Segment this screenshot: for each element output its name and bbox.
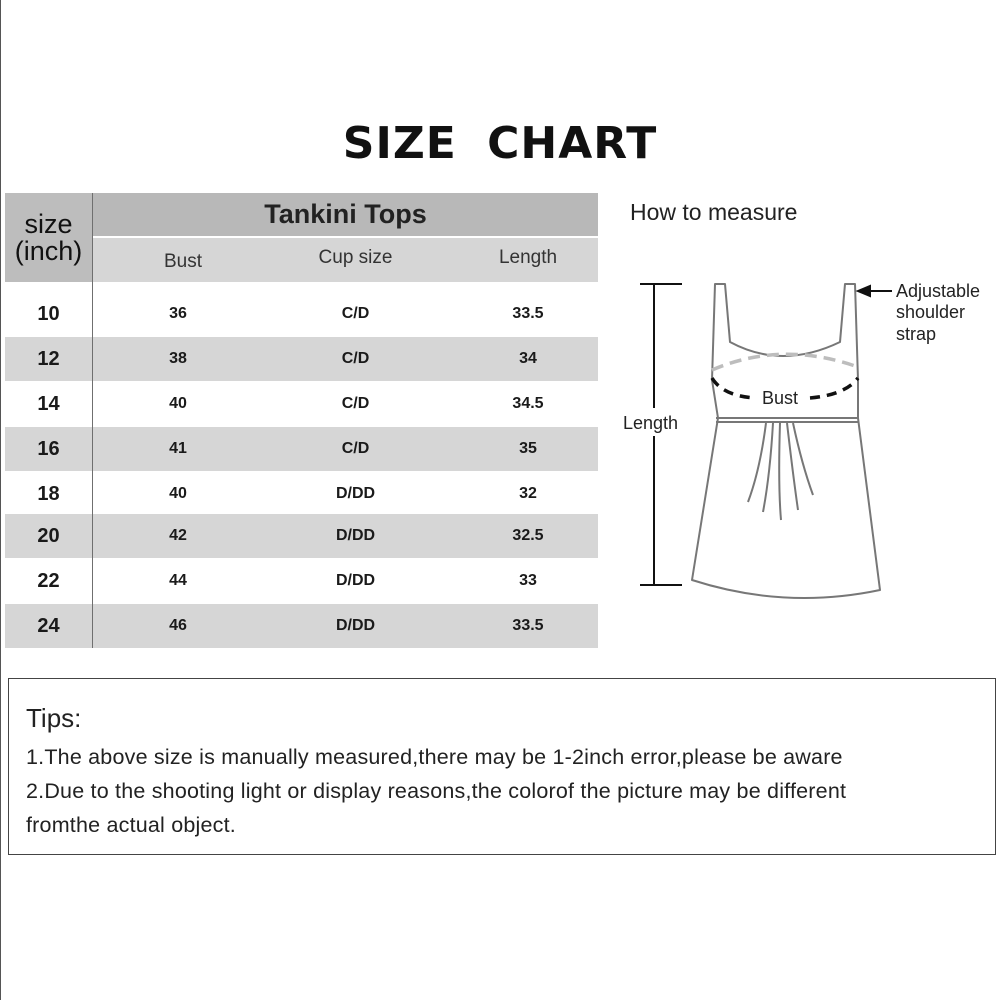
cup-cell: C/D [341,350,370,367]
length-cell: 34.5 [512,395,544,412]
cup-cell: D/DD [335,527,376,544]
column-header-cup-size: Cup size [318,247,393,268]
page-title: SIZE CHART [342,118,658,169]
strap-arrow-icon [858,286,892,296]
size-header-line2: (inch) [14,235,83,266]
bust-cell: 41 [169,440,187,457]
bust-cell: 36 [169,305,187,322]
table-row [5,292,598,336]
length-cell: 35 [519,440,537,457]
bust-cell: 46 [169,617,187,634]
size-cell: 12 [37,347,60,370]
tips-box [8,678,996,855]
tip-line-1: 1.The above size is manually measured,there may be 1-2inch error,please be aware [26,745,843,769]
bust-front-line [712,378,755,398]
bust-cell: 40 [169,485,187,502]
measure-title: How to measure [630,199,798,225]
size-header [5,193,92,282]
table-row [5,472,598,516]
tip-line-3: fromthe actual object. [26,813,236,837]
size-cell: 10 [37,302,60,325]
size-cell: 16 [37,437,60,460]
bust-cell: 42 [169,527,187,544]
bust-cell: 44 [169,572,187,589]
cup-cell: D/DD [335,572,376,589]
length-cell: 34 [519,350,537,367]
size-column-divider [92,193,93,648]
bust-cell: 38 [169,350,187,367]
cup-cell: C/D [341,305,370,322]
size-table [5,193,598,648]
cup-cell: C/D [341,440,370,457]
cup-cell: D/DD [335,485,376,502]
length-label: Length [623,413,679,433]
size-cell: 20 [37,524,60,547]
length-cell: 33.5 [512,305,544,322]
strap-label-line3: strap [896,324,937,344]
length-cell: 33 [519,572,537,589]
size-cell: 22 [37,569,60,592]
size-header-line1: size [24,208,73,239]
size-cell: 14 [37,392,60,415]
garment-diagram [610,270,1000,610]
length-cell: 32.5 [512,527,544,544]
column-header-length: Length [498,247,558,268]
strap-label-line1: Adjustable [896,281,981,301]
tip-line-2: 2.Due to the shooting light or display reasons,the colorof the picture may be different [26,779,847,803]
size-cell: 24 [37,614,60,637]
length-cell: 33.5 [512,617,544,634]
group-header: Tankini Tops [93,193,598,236]
bust-cell: 40 [169,395,187,412]
table-row [5,514,598,558]
cup-cell: C/D [341,395,370,412]
tips-title: Tips: [26,703,82,733]
table-row [5,559,598,603]
table-row [5,604,598,648]
length-cell: 32 [519,485,537,502]
bust-label: Bust [762,388,799,408]
cup-cell: D/DD [335,617,376,634]
bust-front-line-right [810,378,858,398]
table-row [5,427,598,471]
strap-label-line2: shoulder [896,302,966,322]
column-header-bust: Bust [163,251,203,272]
table-row [5,382,598,426]
tankini-outline [692,284,880,598]
column-header-row [93,238,598,282]
table-row [5,337,598,381]
size-cell: 18 [37,482,60,505]
